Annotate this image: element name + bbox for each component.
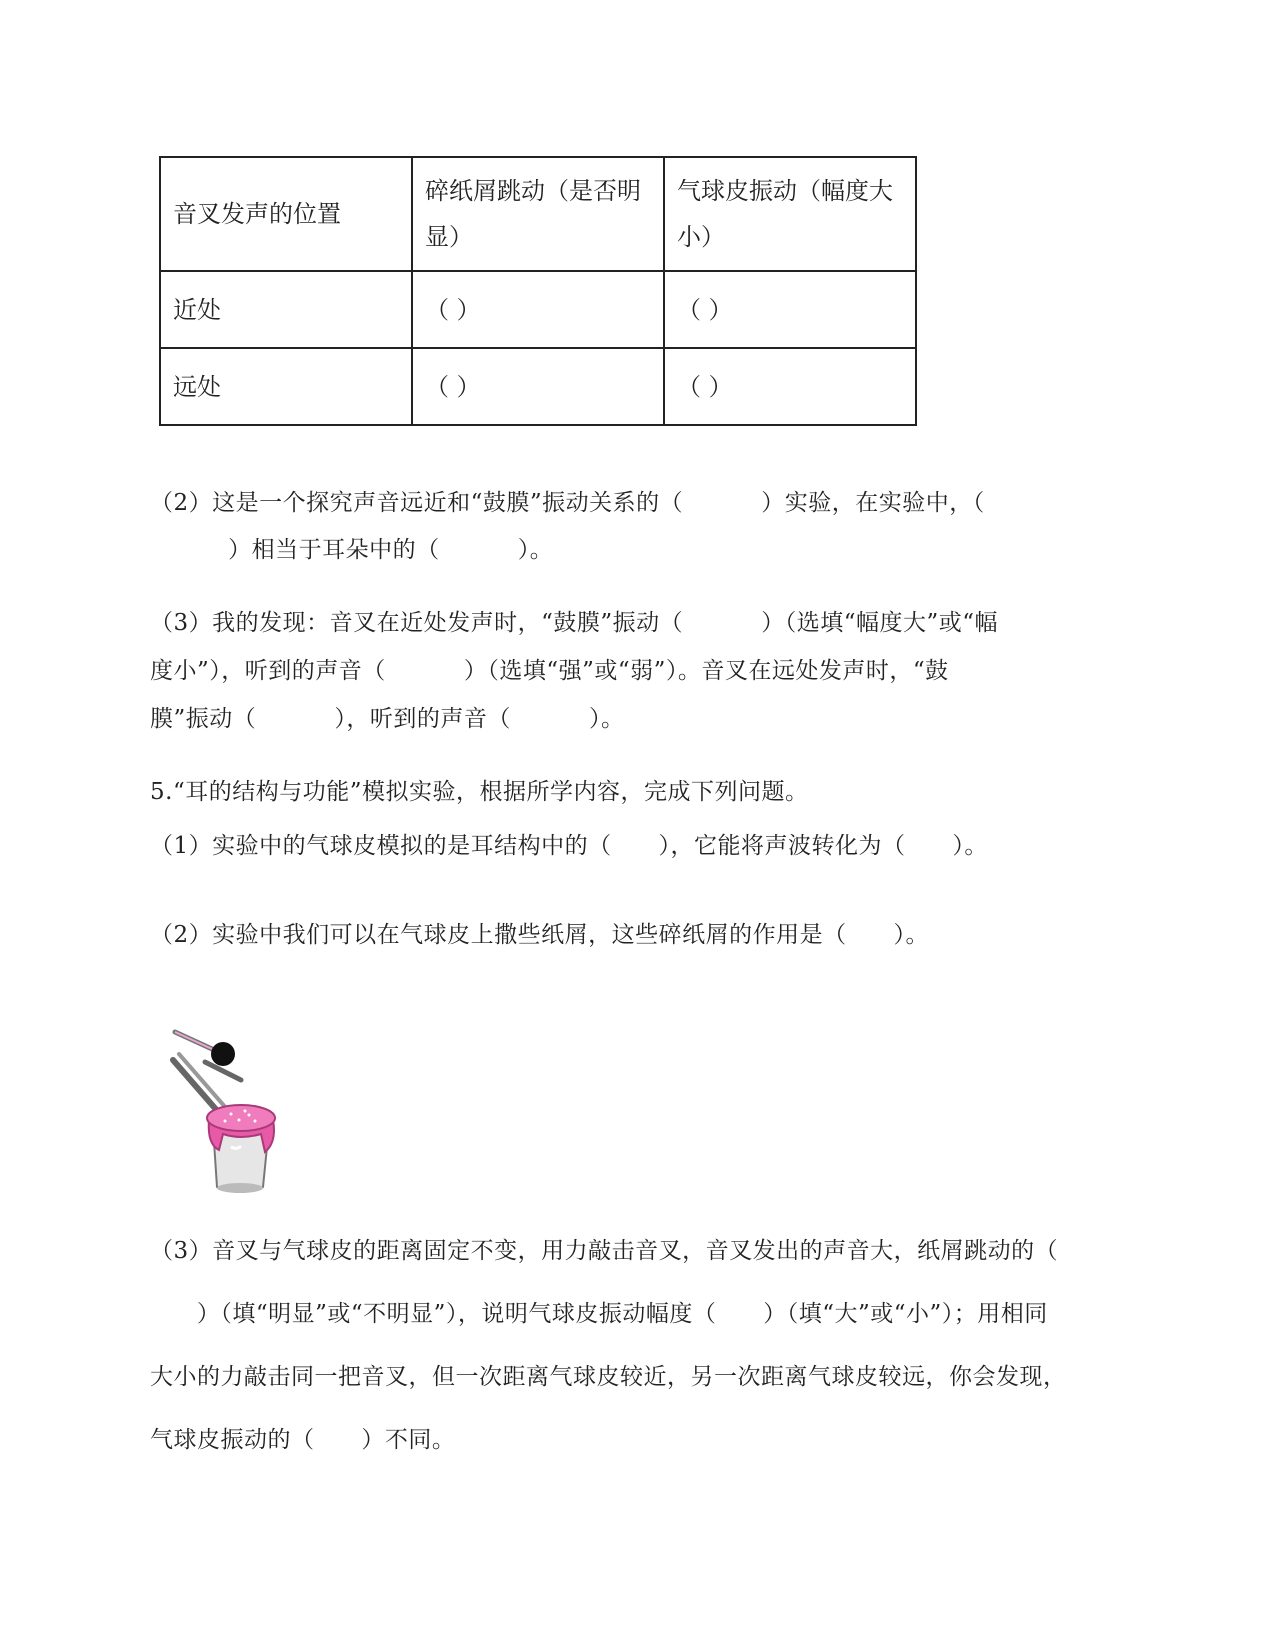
table-cell: （ ） [412, 348, 664, 425]
table-header-cell: 碎纸屑跳动（是否明显） [412, 157, 664, 271]
table-row [160, 271, 916, 348]
q3-line-1: （3）我的发现：音叉在近处发声时，“鼓膜”振动（ ）（选填“幅度大”或“幅 [150, 610, 999, 636]
q3-line-3: 膜”振动（ ），听到的声音（ ）。 [150, 706, 625, 732]
q2-line-1: （2）这是一个探究声音远近和“鼓膜”振动关系的（ ）实验，在实验中，（ [150, 490, 985, 516]
observation-table [159, 156, 917, 426]
q5-part3-line-4: 气球皮振动的（ ）不同。 [150, 1427, 456, 1453]
q5-title: 5.“耳的结构与功能”模拟实验，根据所学内容，完成下列问题。 [150, 779, 809, 805]
table-row [160, 348, 916, 425]
q5-part3-line-1: （3）音叉与气球皮的距离固定不变，用力敲击音叉，音叉发出的声音大，纸屑跳动的（ [150, 1238, 1059, 1264]
table-header-cell: 音叉发声的位置 [160, 157, 412, 271]
table-cell: （ ） [412, 271, 664, 348]
table-cell: 远处 [160, 348, 412, 425]
q5-part3-line-2: ）（填“明显”或“不明显”），说明气球皮振动幅度（ ）（填“大”或“小”）；用相同 [150, 1301, 1048, 1327]
table-cell: 近处 [160, 271, 412, 348]
tuning-fork [173, 1032, 241, 1114]
q5-part2: （2）实验中我们可以在气球皮上撒些纸屑，这些碎纸屑的作用是（ ）。 [150, 922, 929, 948]
table-cell: （ ） [664, 271, 916, 348]
table-header-cell: 气球皮振动（幅度大小） [664, 157, 916, 271]
q2-line-2: ）相当于耳朵中的（ ）。 [150, 537, 554, 563]
q3-line-2: 度小”），听到的声音（ ）（选填“强”或“弱”）。音叉在远处发声时，“鼓 [150, 658, 949, 684]
table-header-row [160, 157, 916, 271]
q5-part3-line-3: 大小的力敲击同一把音叉，但一次距离气球皮较近，另一次距离气球皮较远，你会发现， [150, 1364, 1067, 1390]
tuning-fork-jar-illustration [165, 1022, 305, 1202]
q5-part1: （1）实验中的气球皮模拟的是耳结构中的（ ），它能将声波转化为（ ）。 [150, 833, 988, 859]
table-cell: （ ） [664, 348, 916, 425]
